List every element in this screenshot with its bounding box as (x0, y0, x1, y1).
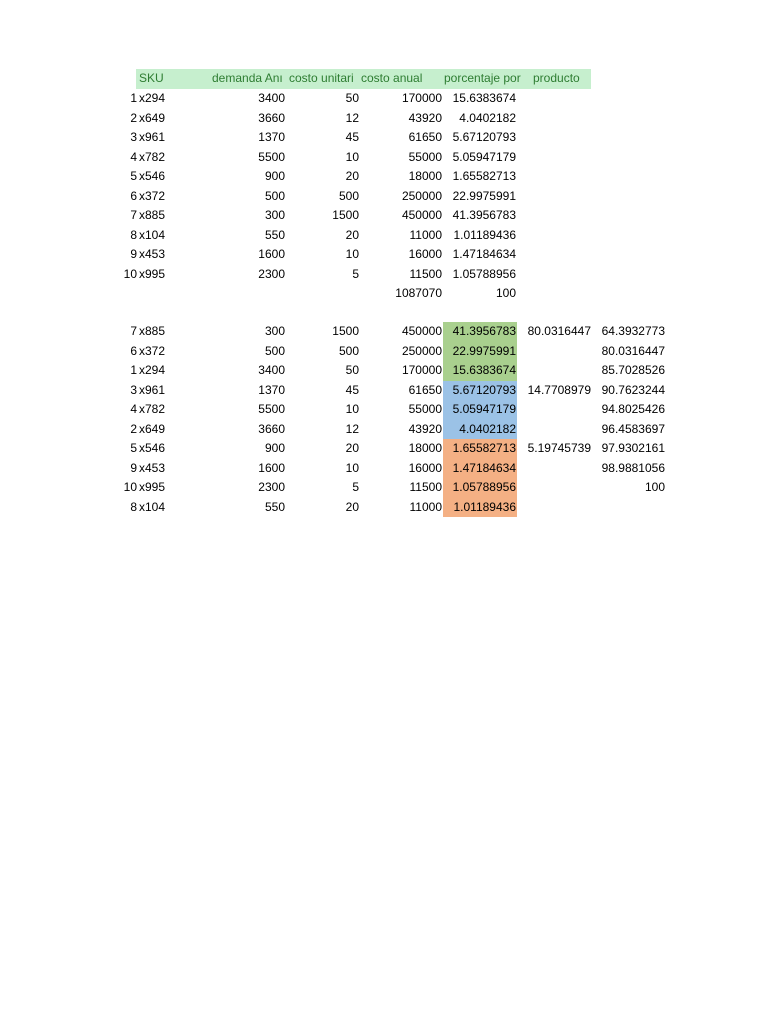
costo-anual-cell: 43920 (408, 421, 442, 436)
porcentaje-cell-group-a: 22.9975991 (443, 342, 517, 362)
group-total-cell (519, 478, 591, 498)
demanda-cell: 550 (264, 227, 285, 242)
cumulative-pct-cell: 97.9302161 (601, 441, 665, 455)
demanda-cell: 900 (264, 169, 285, 183)
porcentaje-cell: 5.05947179 (452, 149, 516, 164)
demanda-cell: 550 (264, 499, 285, 514)
sku-cell: x649 (139, 421, 166, 436)
demanda-cell: 3660 (258, 110, 285, 125)
porcentaje-cell: 1.47184634 (452, 247, 516, 261)
sku-cell: x546 (139, 441, 166, 455)
cumulative-pct-cell: 100 (644, 480, 665, 494)
porcentaje-cell-group-c: 1.65582713 (443, 439, 517, 459)
costo-anual-cell: 170000 (401, 91, 442, 105)
row-number: 6 (130, 188, 137, 203)
sku-cell: x961 (139, 130, 166, 144)
costo-unitario-cell: 500 (338, 188, 359, 203)
cumulative-pct-cell: 64.3932773 (601, 324, 665, 338)
row-number: 1 (130, 363, 137, 377)
group-total-cell: 80.0316447 (527, 324, 591, 338)
group-total-cell (519, 361, 591, 381)
row-number: 5 (130, 169, 137, 183)
porcentaje-cell-group-c: 1.47184634 (443, 459, 517, 479)
sku-cell: x782 (139, 149, 166, 164)
row-number: 8 (130, 227, 137, 242)
sku-cell: x294 (139, 363, 166, 377)
costo-anual-cell: 16000 (408, 247, 442, 261)
costo-unitario-cell: 500 (338, 343, 359, 358)
cumulative-pct-cell: 94.8025426 (601, 402, 665, 416)
costo-unitario-cell: 10 (345, 149, 359, 164)
costo-unitario-cell: 20 (345, 169, 359, 183)
row-number: 1 (130, 91, 137, 105)
porcentaje-cell: 22.9975991 (452, 188, 516, 203)
porcentaje-cell: 1.01189436 (453, 227, 516, 242)
demanda-cell: 5500 (258, 149, 285, 164)
row-number: 10 (123, 480, 137, 494)
costo-unitario-cell: 20 (345, 441, 359, 455)
group-total-cell (519, 342, 591, 362)
sku-cell: x961 (139, 382, 166, 397)
porcentaje-cell-group-a: 41.3956783 (443, 322, 517, 342)
sku-cell: x649 (139, 110, 166, 125)
total-costo-anual: 1087070 (395, 286, 442, 300)
sku-cell: x372 (139, 188, 166, 203)
porcentaje-cell-group-b: 5.67120793 (443, 381, 517, 401)
costo-anual-cell: 250000 (401, 188, 442, 203)
row-number: 7 (130, 208, 137, 222)
costo-unitario-cell: 5 (352, 266, 359, 281)
porcentaje-cell-group-b: 5.05947179 (443, 400, 517, 420)
costo-anual-cell: 450000 (401, 324, 442, 338)
costo-anual-cell: 55000 (408, 402, 442, 416)
header-producto: producto (533, 71, 580, 85)
header-sku: SKU (139, 71, 164, 85)
cumulative-pct-cell: 98.9881056 (601, 460, 665, 475)
cumulative-pct-cell: 80.0316447 (601, 343, 665, 358)
porcentaje-cell: 41.3956783 (452, 208, 516, 222)
porcentaje-cell: 15.6383674 (452, 91, 516, 105)
costo-anual-cell: 11000 (409, 499, 442, 514)
costo-anual-cell: 11500 (409, 480, 442, 494)
row-number: 3 (130, 130, 137, 144)
porcentaje-cell-group-c: 1.01189436 (443, 498, 517, 518)
costo-anual-cell: 43920 (408, 110, 442, 125)
demanda-cell: 500 (264, 343, 285, 358)
costo-anual-cell: 170000 (401, 363, 442, 377)
row-number: 9 (130, 247, 137, 261)
demanda-cell: 300 (264, 208, 285, 222)
row-number: 5 (130, 441, 137, 455)
costo-unitario-cell: 1500 (332, 324, 359, 338)
costo-unitario-cell: 10 (345, 247, 359, 261)
costo-anual-cell: 11500 (409, 266, 442, 281)
demanda-cell: 900 (264, 441, 285, 455)
header-costo-unitario: costo unitari (289, 71, 354, 85)
porcentaje-cell: 1.05788956 (452, 266, 516, 281)
row-number: 6 (130, 343, 137, 358)
costo-unitario-cell: 1500 (332, 208, 359, 222)
porcentaje-cell-group-b: 4.0402182 (443, 420, 517, 440)
costo-unitario-cell: 10 (345, 460, 359, 475)
costo-unitario-cell: 12 (345, 421, 359, 436)
cumulative-pct-cell (594, 498, 665, 518)
group-total-cell: 14.7708979 (527, 382, 591, 397)
sku-cell: x453 (139, 460, 166, 475)
costo-anual-cell: 61650 (408, 382, 442, 397)
costo-unitario-cell: 45 (345, 130, 359, 144)
sku-cell: x885 (139, 208, 166, 222)
demanda-cell: 3400 (258, 363, 285, 377)
group-total-cell (519, 498, 591, 518)
group-total-cell (519, 459, 591, 479)
header-porcentaje: porcentaje por (444, 71, 521, 85)
row-number: 7 (130, 324, 137, 338)
sku-cell: x782 (139, 402, 166, 416)
costo-unitario-cell: 45 (345, 382, 359, 397)
costo-unitario-cell: 10 (345, 402, 359, 416)
row-number: 4 (130, 149, 137, 164)
cumulative-pct-cell: 96.4583697 (601, 421, 665, 436)
row-number: 10 (123, 266, 137, 281)
row-number: 2 (130, 110, 137, 125)
sku-cell: x104 (139, 499, 166, 514)
demanda-cell: 2300 (258, 266, 285, 281)
cumulative-pct-cell: 90.7623244 (601, 382, 665, 397)
sku-cell: x546 (139, 169, 166, 183)
demanda-cell: 500 (264, 188, 285, 203)
costo-anual-cell: 250000 (401, 343, 442, 358)
costo-unitario-cell: 50 (345, 363, 359, 377)
sku-cell: x995 (139, 266, 166, 281)
group-total-cell (519, 400, 591, 420)
demanda-cell: 1600 (258, 247, 285, 261)
header-demanda: demanda Anı (212, 71, 283, 85)
demanda-cell: 300 (264, 324, 285, 338)
porcentaje-cell: 1.65582713 (452, 169, 516, 183)
demanda-cell: 1370 (258, 130, 285, 144)
porcentaje-cell: 4.0402182 (459, 110, 516, 125)
costo-unitario-cell: 50 (345, 91, 359, 105)
sku-cell: x372 (139, 343, 166, 358)
demanda-cell: 3400 (258, 91, 285, 105)
row-number: 8 (130, 499, 137, 514)
costo-anual-cell: 55000 (408, 149, 442, 164)
costo-anual-cell: 450000 (401, 208, 442, 222)
costo-anual-cell: 61650 (408, 130, 442, 144)
group-total-cell (519, 420, 591, 440)
sku-cell: x453 (139, 247, 166, 261)
demanda-cell: 1370 (258, 382, 285, 397)
costo-unitario-cell: 12 (345, 110, 359, 125)
costo-anual-cell: 18000 (408, 441, 442, 455)
sku-cell: x104 (139, 227, 166, 242)
demanda-cell: 3660 (258, 421, 285, 436)
row-number: 2 (130, 421, 137, 436)
porcentaje-cell-group-a: 15.6383674 (443, 361, 517, 381)
costo-unitario-cell: 5 (352, 480, 359, 494)
sku-cell: x995 (139, 480, 166, 494)
sku-cell: x294 (139, 91, 166, 105)
demanda-cell: 1600 (258, 460, 285, 475)
costo-unitario-cell: 20 (345, 227, 359, 242)
demanda-cell: 5500 (258, 402, 285, 416)
group-total-cell: 5.19745739 (527, 441, 591, 455)
row-number: 9 (130, 460, 137, 475)
total-porcentaje: 100 (495, 286, 516, 300)
costo-anual-cell: 18000 (408, 169, 442, 183)
costo-unitario-cell: 20 (345, 499, 359, 514)
costo-anual-cell: 16000 (408, 460, 442, 475)
demanda-cell: 2300 (258, 480, 285, 494)
porcentaje-cell-group-c: 1.05788956 (443, 478, 517, 498)
porcentaje-cell: 5.67120793 (452, 130, 516, 144)
cumulative-pct-cell: 85.7028526 (601, 363, 665, 377)
header-costo-anual: costo anual (361, 71, 423, 85)
row-number: 3 (130, 382, 137, 397)
row-number: 4 (130, 402, 137, 416)
costo-anual-cell: 11000 (409, 227, 442, 242)
sku-cell: x885 (139, 324, 166, 338)
